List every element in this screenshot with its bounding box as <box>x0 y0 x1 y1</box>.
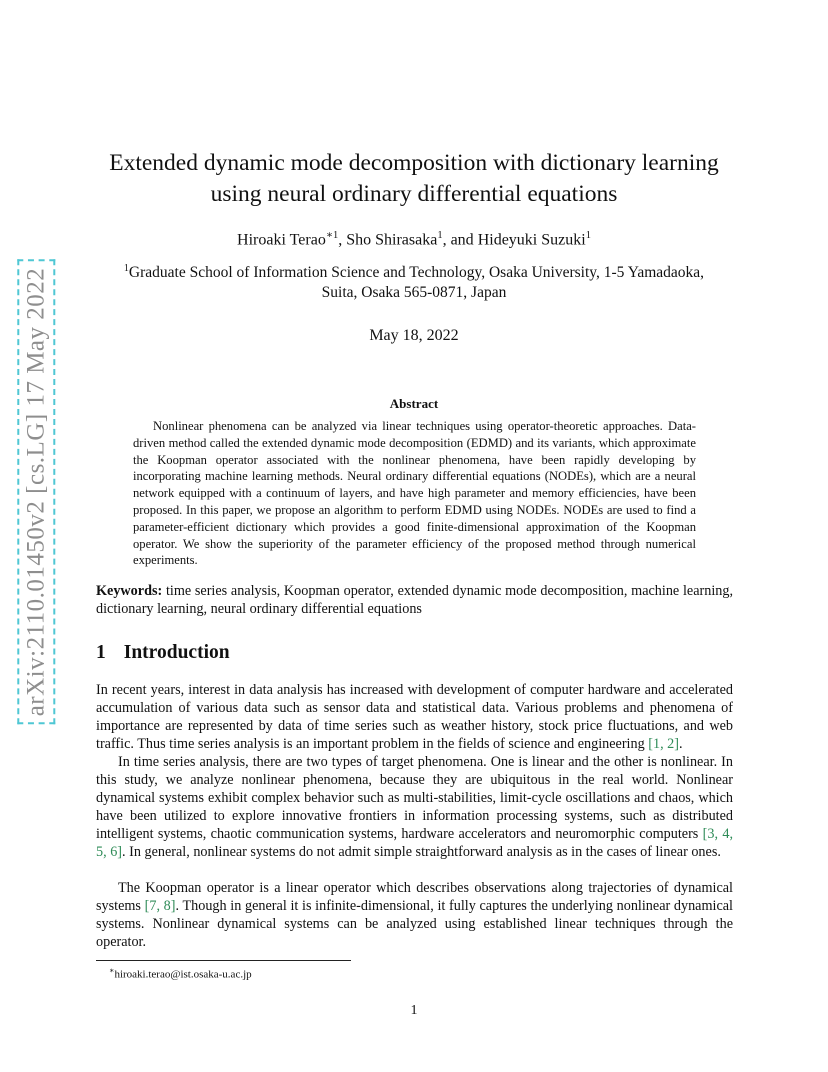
paragraph-text: . <box>678 736 683 752</box>
section-number: 1 <box>96 642 106 663</box>
intro-paragraph-1 <box>96 681 733 753</box>
section-heading-introduction <box>96 641 230 665</box>
author-separator: , <box>338 231 347 249</box>
author-separator: , and <box>442 231 478 249</box>
paragraph-text: The Koopman operator is a linear operator which describes observations along trajectories of dynamical systems <box>96 880 733 914</box>
arxiv-identifier-stamp <box>18 243 54 741</box>
affiliation <box>0 259 828 302</box>
publication-date: May 18, 2022 <box>369 327 459 344</box>
abstract-heading: Abstract <box>389 396 439 411</box>
abstract-body: Nonlinear phenomena can be analyzed via linear techniques using operator-theoretic approaches. Data-driven method called the extended dynamic mode decomposition (EDMD) and its variants, which approximate the Koopman operator associated with the nonlinear phenomena, have been rapidly developing by incorporating machine learning methods. Neural ordinary differential equations (NODEs), which are a neural network equipped with a continuum of layers, and have high parameter and memory efficiencies, have been proposed. In this paper, we propose an algorithm to perform EDMD using NODEs. NODEs are used to find a parameter-efficient dictionary which provides a good finite-dimensional approximation of the Koopman operator. We show the superiority of the parameter efficiency of the proposed method through numerical experiments. <box>133 419 696 568</box>
author-shirasaka-affil: 1 <box>437 230 443 241</box>
paper-title <box>0 148 828 210</box>
keywords-label: Keywords: <box>96 583 163 599</box>
citation-link[interactable]: [1, 2] <box>648 736 679 752</box>
keywords <box>96 582 733 618</box>
author-shirasaka: Sho Shirasaka <box>346 231 438 249</box>
paragraph-text: . In general, nonlinear systems do not admit simple straightforward analysis as in the cases of linear ones. <box>122 844 721 860</box>
footnote-text: hiroaki.terao@ist.osaka-u.ac.jp <box>114 968 252 981</box>
paragraph-text: . Though in general it is infinite-dimensional, it fully captures the underlying nonlinear dynamical systems. Nonlinear dynamical systems can be analyzed using established linear techniques through the operator. <box>96 898 733 950</box>
intro-paragraph-2 <box>96 753 733 861</box>
author-terao: Hiroaki Terao <box>237 231 326 249</box>
affiliation-line-1-text: Graduate School of Information Science and Technology, Osaka University, 1-5 Yamadaoka, <box>128 264 705 282</box>
arxiv-id-text: arXiv:2110.01450v2 [cs.LG] 17 May 2022 <box>17 260 55 725</box>
paragraph-text: In recent years, interest in data analysis has increased with development of computer hardware and accelerated accumulation of various data such as sensor data and statistical data. Various problems and phenomena of importance are represented by data of time series such as weather history, stock price fluctuations, and web traffic. Thus time series analysis is an important problem in the fields of science and engineering <box>96 682 733 752</box>
author-suzuki: Hideyuki Suzuki <box>477 231 586 249</box>
citation-link[interactable]: [3, 4, 5, 6] <box>96 826 733 860</box>
title-line-1: Extended dynamic mode decomposition with dictionary learning <box>109 150 719 176</box>
footnote-marker: ∗ <box>109 966 115 975</box>
page-number: 1 <box>410 1003 418 1018</box>
keywords-text: time series analysis, Koopman operator, extended dynamic mode decomposition, machine learning, dictionary learning, neural ordinary differential equations <box>96 583 733 617</box>
intro-paragraph-3 <box>96 879 733 951</box>
citation-link[interactable]: [7, 8] <box>144 898 176 914</box>
paragraph-text: In time series analysis, there are two types of target phenomena. One is linear and the other is nonlinear. In this study, we analyze nonlinear phenomena, because they are ubiquitous in the real world. Nonlinear dynamical systems exhibit complex behavior such as multi-stabilities, limit-cycle oscillations and chaos, which have been utilized to explore innovative frontiers in information processing systems, such as distributed intelligent systems, chaotic communication systems, hardware accelerators and neuromorphic computers <box>96 754 733 842</box>
footnote-divider <box>96 960 351 961</box>
affiliation-line-1 <box>0 259 828 283</box>
footnote-email <box>109 964 252 982</box>
affiliation-line-2: Suita, Osaka 565-0871, Japan <box>321 283 507 301</box>
author-terao-affil: ∗1 <box>325 230 339 241</box>
title-line-2: using neural ordinary differential equations <box>210 181 618 207</box>
author-suzuki-affil: 1 <box>585 230 591 241</box>
affiliation-marker: 1 <box>123 263 129 274</box>
section-title-text: Introduction <box>123 642 230 663</box>
author-list <box>0 226 828 250</box>
